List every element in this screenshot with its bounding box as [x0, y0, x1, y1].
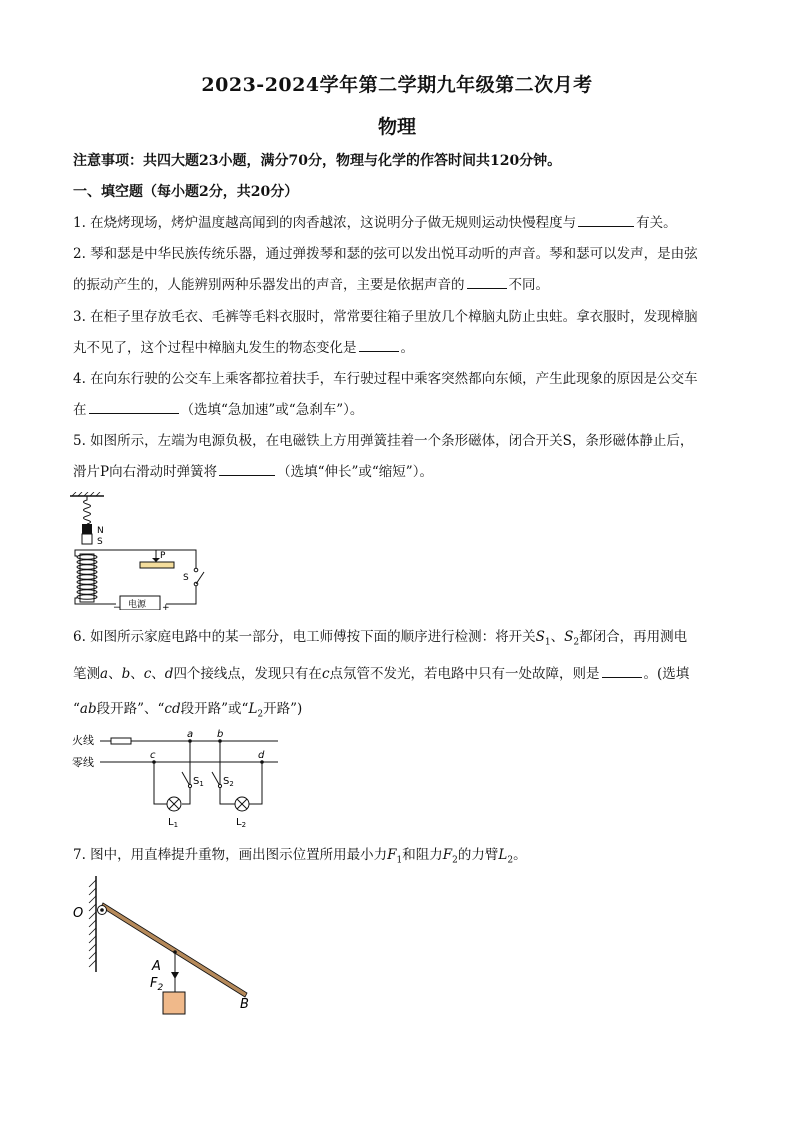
question-3 [73, 302, 723, 364]
point-a-label: A [152, 959, 161, 974]
q7-figure [70, 872, 260, 1021]
switch-s2-sub: 2 [573, 637, 580, 648]
q4-line2: 在 [73, 402, 87, 418]
q3-line2: 丸不见了，这个过程中樟脑丸发生的物态变化是 [73, 340, 357, 356]
q7-text-d: 。 [513, 847, 527, 863]
force-f2-symbol: F [442, 847, 453, 863]
q6-line3-b: 段开路”、“ [96, 700, 165, 717]
q1-text: 1. 在烧烤现场，烤炉温度越高闻到的肉香越浓，这说明分子做无规则运动快慢程度与 [73, 215, 577, 231]
arm-l2-symbol: L [498, 847, 508, 863]
point-a: a [100, 665, 109, 682]
pivot-o-label: O [73, 906, 84, 921]
fig-point-c: c [150, 750, 156, 761]
q2-line2: 的振动产生的，人能辨别两种乐器发出的声音，主要是依据声音的 [73, 277, 465, 293]
force-f1-symbol: F [387, 847, 397, 863]
option-cd: cd [164, 700, 181, 717]
q5-line1: 5. 如图所示，左端为电源负极，在电磁铁上方用弹簧挂着一个条形磁体，闭合开关S，条形磁体静止后， [73, 433, 694, 449]
lamp-l2-symbol: L [248, 700, 258, 717]
q5-figure [66, 492, 216, 614]
question-2 [73, 239, 723, 301]
q7-text-c: 的力臂 [457, 847, 499, 863]
q5-line2-end: （选填“伸长”或“缩短”）。 [277, 464, 433, 480]
q6-line2: 笔测 [73, 665, 100, 682]
question-1 [73, 208, 723, 239]
force-f2-sub: 2 [452, 855, 458, 866]
point-c-2: c [321, 665, 330, 682]
fig-lamp-l1: $L_1$ [168, 817, 179, 829]
subject-title: 物理 [377, 116, 416, 138]
arm-l2-sub: 2 [507, 855, 514, 866]
q2-line2-end: 不同。 [508, 277, 549, 293]
end-b-label: B [240, 997, 249, 1012]
force-f1-sub: 1 [396, 855, 403, 866]
fig-lamp-l2: $L_2$ [236, 817, 247, 829]
q5-line2: 滑片P向右滑动时弹簧将 [73, 464, 218, 480]
q6-comma-1: 、 [108, 665, 122, 682]
question-4 [73, 364, 723, 426]
minus-label: − [113, 603, 121, 610]
q6-line2-b: 四个接线点，发现只有在 [173, 665, 322, 682]
fig-switch-s1: $S_1$ [193, 776, 204, 788]
question-6 [73, 622, 723, 730]
force-f2-label: $F_2$ [150, 976, 164, 993]
q6-figure [70, 728, 285, 834]
exam-notice: 注意事项：共四大题23小题，满分70分，物理与化学的作答时间共120分钟。 [73, 153, 562, 169]
q5-blank[interactable] [219, 461, 275, 476]
q6-line2-d: 。(选填 [643, 665, 690, 682]
q3-line2-end: 。 [400, 340, 414, 356]
slider-p-label: P [160, 551, 166, 561]
live-wire-label: 火线 [72, 734, 94, 747]
point-d: d [164, 665, 174, 682]
q1-text-end: 有关。 [636, 215, 677, 231]
q7-text-b: 和阻力 [402, 847, 443, 863]
power-source-label: 电源 [128, 600, 147, 610]
q6-line3-c: 段开路”或“ [180, 700, 249, 717]
option-ab: ab [79, 700, 97, 717]
point-b: b [121, 665, 131, 682]
q4-blank[interactable] [89, 399, 179, 414]
magnet-s-label: S [97, 537, 103, 547]
fig-switch-s2: $S_2$ [223, 776, 234, 788]
q6-blank[interactable] [602, 663, 642, 678]
fig-point-a: a [187, 729, 194, 740]
switch-s1-sub: 1 [544, 637, 551, 648]
q2-blank[interactable] [467, 274, 507, 289]
q1-blank[interactable] [578, 212, 634, 227]
plus-label: + [162, 603, 170, 610]
q4-line2-end: （选填“急加速”或“急刹车”）。 [180, 402, 364, 418]
q6-line1: 6. 如图所示家庭电路中的某一部分，电工师傅按下面的顺序进行检测：将开关 [73, 629, 536, 645]
question-5 [73, 426, 723, 488]
q6-comma-3: 、 [151, 665, 165, 682]
q6-comma-2: 、 [130, 665, 144, 682]
q6-line2-c: 点氖管不发光，若电路中只有一处故障，则是 [329, 665, 600, 682]
neutral-wire-label: 零线 [72, 756, 94, 769]
q6-sep: 、 [550, 629, 565, 645]
q6-line3-a: “ [73, 700, 80, 717]
q4-line1: 4. 在向东行驶的公交车上乘客都拉着扶手，车行驶过程中乘客突然都向东倾，产生此现象的原因是公交车 [73, 371, 698, 387]
fig-point-b: b [217, 729, 224, 740]
lamp-l2-sub: 2 [257, 709, 264, 720]
point-c: c [143, 665, 152, 682]
page-title: 2023-2024学年第二学期九年级第二次月考 [201, 74, 593, 96]
q2-line1: 2. 琴和瑟是中华民族传统乐器，通过弹拨琴和瑟的弦可以发出悦耳动听的声音。琴和瑟可以发声，是由弦 [73, 246, 698, 262]
q6-line3-d: 开路”) [263, 700, 303, 717]
fig-point-d: d [258, 750, 265, 761]
switch-s2-symbol: S [564, 629, 574, 645]
switch-s1-symbol: S [535, 629, 545, 645]
section-heading: 一、填空题（每小题2分，共20分） [73, 184, 299, 200]
switch-s-label: S [183, 573, 189, 583]
q3-blank[interactable] [359, 337, 399, 352]
q7-text: 7. 图中，用直棒提升重物，画出图示位置所用最小力 [73, 847, 388, 863]
magnet-n-label: N [97, 526, 104, 536]
q6-line1-end: 都闭合，再用测电 [579, 629, 688, 645]
q3-line1: 3. 在柜子里存放毛衣、毛裤等毛料衣服时，常常要往箱子里放几个樟脑丸防止虫蛀。拿衣服时，发现樟脑 [73, 309, 698, 325]
